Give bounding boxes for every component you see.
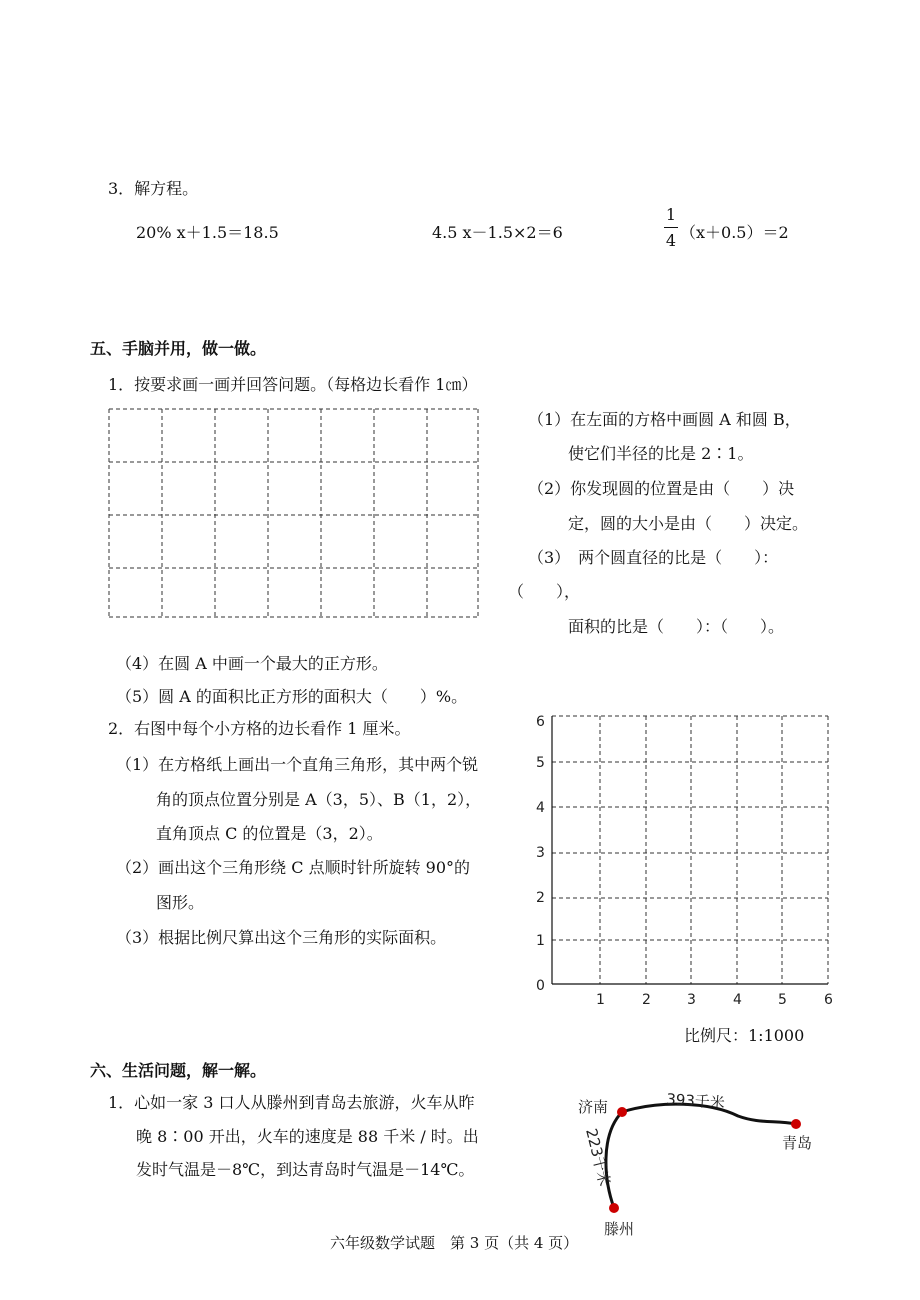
- q1-item-4: （4）在圆 A 中画一个最大的正方形。: [116, 654, 388, 673]
- q1-item-3b: （ ），: [508, 582, 581, 601]
- q1-item-2b: 定，圆的大小是由（ ）决定。: [568, 514, 809, 533]
- q2-item-2b: 图形。: [156, 893, 205, 912]
- life-q1-line-3: 发时气温是－8℃，到达青岛时气温是－14℃。: [136, 1160, 475, 1179]
- q1-title: 1．按要求画一画并回答问题。（每格边长看作 1㎝）: [108, 375, 478, 394]
- jinan-dot: [617, 1107, 627, 1117]
- coordinate-grid[interactable]: [530, 708, 840, 1008]
- y-tick-0: 0: [536, 978, 545, 994]
- scale-label: 比例尺：1:1000: [684, 1026, 805, 1045]
- q1-item-1b: 使它们半径的比是 2∶1。: [568, 444, 754, 463]
- y-tick-3: 3: [536, 845, 545, 861]
- jinan-label: 济南: [578, 1098, 609, 1116]
- q1-item-3: （3） 两个圆直径的比是（ ）：: [528, 548, 779, 567]
- q1-item-3c: 面积的比是（ ）：（ ）。: [568, 617, 785, 636]
- q2-item-1c: 直角顶点 C 的位置是（3，2）。: [156, 824, 383, 843]
- q3-title: 3．解方程。: [108, 179, 199, 198]
- section-5-heading: 五、手脑并用，做一做。: [90, 339, 267, 358]
- equation-3-rest: （x＋0.5）＝2: [680, 223, 789, 242]
- equation-2: 4.5 x－1.5×2＝6: [432, 223, 563, 242]
- life-q1-line-2: 晚 8∶00 开出，火车的速度是 88 千米 / 时。出: [136, 1127, 479, 1146]
- route-map: [560, 1080, 830, 1240]
- y-tick-5: 5: [536, 755, 545, 771]
- q2-item-1b: 角的顶点位置分别是 A（3，5）、B（1，2），: [156, 790, 482, 809]
- equation-3-denominator: 4: [665, 231, 677, 250]
- x-tick-4: 4: [733, 992, 742, 1008]
- x-tick-2: 2: [642, 992, 651, 1008]
- q2-item-2: （2）画出这个三角形绕 C 点顺时针所旋转 90°的: [116, 858, 471, 877]
- q1-item-5: （5）圆 A 的面积比正方形的面积大（ ）%。: [116, 687, 468, 706]
- equation-3-numerator: 1: [665, 205, 677, 224]
- page-footer: 六年级数学试题 第 3 页（共 4 页）: [330, 1234, 579, 1252]
- qingdao-dot: [791, 1119, 801, 1129]
- y-tick-1: 1: [536, 933, 545, 949]
- distance-tengzhou-jinan: 223千米: [582, 1126, 614, 1188]
- q2-title: 2．右图中每个小方格的边长看作 1 厘米。: [108, 719, 411, 738]
- distance-jinan-qingdao: 393千米: [665, 1090, 726, 1113]
- fraction-bar: [664, 227, 678, 228]
- q1-item-2: （2）你发现圆的位置是由（ ）决: [528, 479, 795, 498]
- equation-1: 20% x＋1.5＝18.5: [136, 223, 279, 242]
- x-tick-1: 1: [596, 992, 605, 1008]
- y-tick-4: 4: [536, 800, 545, 816]
- qingdao-label: 青岛: [782, 1134, 813, 1152]
- tengzhou-dot: [609, 1203, 619, 1213]
- drawing-grid[interactable]: [106, 406, 484, 620]
- section-6-heading: 六、生活问题，解一解。: [90, 1061, 267, 1080]
- q1-item-1: （1）在左面的方格中画圆 A 和圆 B，: [528, 410, 801, 429]
- x-tick-5: 5: [778, 992, 787, 1008]
- tengzhou-label: 滕州: [604, 1220, 635, 1238]
- x-tick-6: 6: [824, 992, 833, 1008]
- q2-item-3: （3）根据比例尺算出这个三角形的实际面积。: [116, 928, 447, 947]
- y-tick-6: 6: [536, 714, 545, 730]
- q2-item-1: （1）在方格纸上画出一个直角三角形，其中两个锐: [116, 755, 479, 774]
- grid-lines: [552, 716, 828, 984]
- x-tick-3: 3: [687, 992, 696, 1008]
- life-q1-line-1: 1．心如一家 3 口人从滕州到青岛去旅游，火车从昨: [108, 1093, 475, 1112]
- y-tick-2: 2: [536, 890, 545, 906]
